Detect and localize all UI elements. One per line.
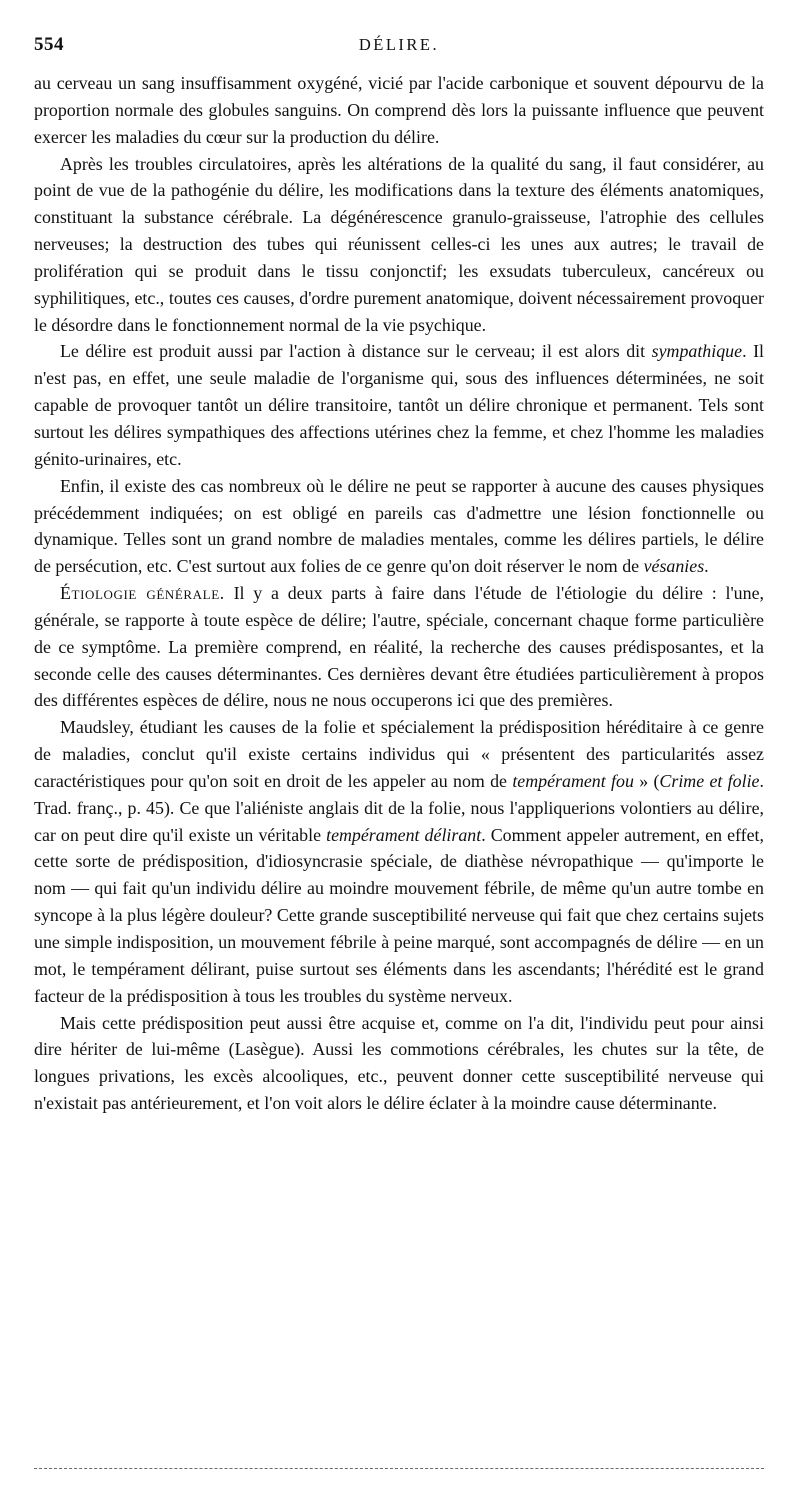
text-run: Maudsley, étudiant les causes de la folie et spécialement la prédisposition héréditaire à ce genre de maladies, conclut qu'il existe certains individus qui « présentent des particularités assez caractéristiques pour qu'on soit en droit de les appeler au nom de [34,717,764,791]
page-header [34,34,764,58]
paragraph [34,473,764,580]
italic-term: tempérament délirant [326,824,482,845]
running-title: DÉLIRE. [358,35,440,54]
section-heading: Étiologie générale. [60,583,225,604]
text-run: . [704,556,709,577]
text-run: Enfin, il existe des cas nombreux où le délire ne peut se rapporter à aucune des causes physiques précédemment indiquées; on est obligé en pareils cas d'admettre une lésion fonctionnelle ou dynamique. Telles sont un grand nombre de maladies mentales, comme les délires partiels, le délire de persécution, etc. C'est surtout aux folies de ce genre qu'on doit réserver le nom de [34,475,764,577]
body-text [34,70,764,1117]
italic-term: tempérament fou [512,770,634,791]
italic-term: vésanies [643,556,705,577]
italic-term: Crime et folie [659,770,760,791]
text-run: . Il n'est pas, en effet, une seule maladie de l'organisme qui, sous des influences déterminées, ne soit capable de provoquer tantôt un délire transitoire, tantôt un délire chronique et permanent. Tels sont surtout les délires sympathiques des affections utérines chez la femme, et chez l'homme les maladies génito-urinaires, etc. [34,341,764,469]
text-run: Mais cette prédisposition peut aussi être acquise et, comme on l'a dit, l'individu peut pour ainsi dire hériter de lui-même (Lasègue). Aussi les commotions cérébrales, les chutes sur la tête, de longues privations, les excès alcooliques, etc., peuvent donner cette susceptibilité nerveuse qui n'existait pas antérieurement, et l'on voit alors le délire éclater à la moindre cause déterminante. [34,1012,764,1114]
text-run: . Comment appeler autrement, en effet, cette sorte de prédisposition, d'idiosyncrasie spéciale, de diathèse névropathique — qu'importe le nom — qui fait qu'un individu délire au moindre mouvement fébrile, de même qu'un autre tombe en syncope à la plus légère douleur? Cette grande susceptibilité nerveuse qui fait que chez certains sujets une simple indisposition, un mouvement fébrile à peine marqué, sont accompagnés de délire — en un mot, le tempérament délirant, puise surtout ses éléments dans les ascendants; l'hérédité est le grand facteur de la prédisposition à tous les troubles du système nerveux. [34,824,765,1006]
paragraph [34,714,764,1009]
paragraph [34,338,764,472]
paragraph [34,70,764,151]
paragraph [34,151,764,339]
italic-term: sympathique [651,341,743,362]
footer-rule [34,1468,764,1469]
text-run: Il y a deux parts à faire dans l'étude de l'étiologie du délire : l'une, générale, se rapporte à toute espèce de délire; l'autre, spéciale, concernant chaque forme particulière de ce symptôme. La première comprend, en réalité, la recherche des causes prédisposantes, et la seconde celle des causes déterminantes. Ces dernières devant être étudiées particulièrement à propos des différentes espèces de délire, nous ne nous occuperons ici que des premières. [34,583,764,711]
text-run: Le délire est produit aussi par l'action à distance sur le cerveau; il est alors dit [60,341,652,362]
text-run: » ( [633,770,660,791]
text-run: . Trad. franç., p. 45). Ce que l'aliéniste anglais dit de la folie, nous l'appliquerions volontiers au délire, car on peut dire qu'il existe un véritable [34,770,764,845]
paragraph [34,580,764,714]
page-number: 554 [34,34,64,55]
text-run: Après les troubles circulatoires, après les altérations de la qualité du sang, il faut considérer, au point de vue de la pathogénie du délire, les modifications dans la texture des éléments anatomiques, constituant la substance cérébrale. La dégénérescence granulo-graisseuse, l'atrophie des cellules nerveuses; la destruction des tubes qui réunissent celles-ci les unes aux autres; le travail de prolifération qui se produit dans le tissu conjonctif; les exsudats tuberculeux, cancéreux ou syphilitiques, etc., toutes ces causes, d'ordre purement anatomique, doivent nécessairement provoquer le désordre dans le fonctionnement normal de la vie psychique. [34,153,764,335]
paragraph [34,1010,764,1117]
text-run: au cerveau un sang insuffisamment oxygéné, vicié par l'acide carbonique et souvent dépourvu de la proportion normale des globules sanguins. On comprend dès lors la puissante influence que peuvent exercer les maladies du cœur sur la production du délire. [34,73,764,147]
